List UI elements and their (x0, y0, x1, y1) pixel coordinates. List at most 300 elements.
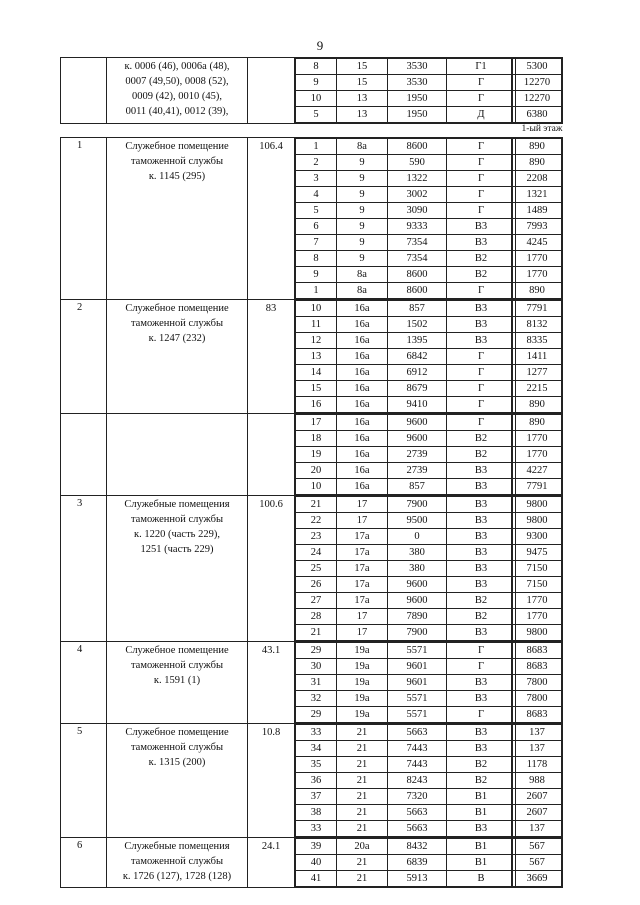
values-cell (512, 138, 563, 300)
type-cell: 17 (337, 513, 388, 529)
table-row (296, 675, 516, 691)
type-cell: 16а (337, 397, 388, 413)
table-row (296, 577, 516, 593)
table-row (296, 91, 516, 107)
value-cell: 9300 (513, 529, 562, 545)
category-cell: В2 (447, 757, 516, 773)
x-value-cell: 7354 (388, 251, 447, 267)
x-value-cell: 9600 (388, 431, 447, 447)
x-value-cell: 5571 (388, 691, 447, 707)
table-row (296, 513, 516, 529)
point-number-cell: 10 (296, 479, 337, 495)
x-value-cell: 5571 (388, 643, 447, 659)
category-cell: В3 (447, 333, 516, 349)
description-line: к. 0006 (46), 0006а (48), (124, 61, 230, 72)
description-cell (107, 838, 248, 888)
point-number-cell: 19 (296, 447, 337, 463)
x-value-cell: 0 (388, 529, 447, 545)
category-cell: В3 (447, 691, 516, 707)
description-line: таможенной службы (130, 660, 224, 671)
description-line: таможенной службы (130, 514, 224, 525)
room-group-row (61, 724, 563, 838)
table-row (296, 415, 516, 431)
x-value-cell: 8679 (388, 381, 447, 397)
type-cell: 16а (337, 365, 388, 381)
values-cell (512, 642, 563, 724)
description-line: к. 1726 (127), 1728 (128) (122, 871, 232, 882)
description-line: таможенной службы (130, 856, 224, 867)
table-row (296, 839, 516, 855)
values-cell (512, 414, 563, 496)
x-value-cell: 7443 (388, 757, 447, 773)
room-group-row (61, 838, 563, 888)
type-cell: 17 (337, 497, 388, 513)
room-group-row (61, 58, 563, 124)
type-cell: 15 (337, 59, 388, 75)
category-cell: В1 (447, 805, 516, 821)
x-value-cell: 3530 (388, 75, 447, 91)
point-number-cell: 32 (296, 691, 337, 707)
table-row (296, 773, 516, 789)
table-row (296, 59, 516, 75)
points-subtable (295, 496, 516, 641)
type-cell: 9 (337, 251, 388, 267)
area-cell: 100.6 (248, 496, 295, 642)
category-cell: Д (447, 107, 516, 123)
category-cell: В1 (447, 839, 516, 855)
description-cell (107, 138, 248, 300)
value-cell: 1770 (513, 447, 562, 463)
value-cell: 8683 (513, 643, 562, 659)
x-value-cell: 1322 (388, 171, 447, 187)
point-number-cell: 5 (296, 107, 337, 123)
category-cell: Г1 (447, 59, 516, 75)
value-cell: 7150 (513, 561, 562, 577)
value-cell: 137 (513, 741, 562, 757)
table-row (296, 171, 516, 187)
point-number-cell: 17 (296, 415, 337, 431)
table-row (296, 301, 516, 317)
value-cell: 7791 (513, 479, 562, 495)
type-cell: 21 (337, 757, 388, 773)
table-row (296, 317, 516, 333)
value-cell: 1770 (513, 251, 562, 267)
table-row (296, 643, 516, 659)
table-row (296, 365, 516, 381)
table-row (296, 479, 516, 495)
description-cell (107, 496, 248, 642)
x-value-cell: 8600 (388, 267, 447, 283)
value-cell: 3669 (513, 871, 562, 887)
points-cell (295, 642, 512, 724)
type-cell: 16а (337, 447, 388, 463)
value-cell: 8683 (513, 659, 562, 675)
x-value-cell: 7443 (388, 741, 447, 757)
value-cell: 567 (513, 855, 562, 871)
value-cell: 9475 (513, 545, 562, 561)
area-cell: 106.4 (248, 138, 295, 300)
type-cell: 21 (337, 741, 388, 757)
category-cell: Г (447, 643, 516, 659)
category-cell: В3 (447, 577, 516, 593)
value-cell: 9800 (513, 625, 562, 641)
type-cell: 21 (337, 725, 388, 741)
values-cell (512, 58, 563, 124)
x-value-cell: 3002 (388, 187, 447, 203)
type-cell: 9 (337, 171, 388, 187)
description-line: Служебное помещение (125, 727, 229, 738)
value-cell: 7150 (513, 577, 562, 593)
table-row (296, 431, 516, 447)
category-cell: В1 (447, 855, 516, 871)
value-cell: 1770 (513, 267, 562, 283)
description-line: 1251 (часть 229) (140, 544, 214, 555)
description-line: 0009 (42), 0010 (45), (131, 91, 223, 102)
type-cell: 9 (337, 219, 388, 235)
x-value-cell: 5663 (388, 725, 447, 741)
type-cell: 19а (337, 659, 388, 675)
x-value-cell: 9600 (388, 577, 447, 593)
type-cell: 16а (337, 431, 388, 447)
table-row (296, 821, 516, 837)
value-cell: 988 (513, 773, 562, 789)
area-cell (248, 414, 295, 496)
x-value-cell: 9500 (388, 513, 447, 529)
description-line: таможенной службы (130, 156, 224, 167)
points-subtable (295, 300, 516, 413)
type-cell: 19а (337, 707, 388, 723)
area-cell: 43.1 (248, 642, 295, 724)
x-value-cell: 3090 (388, 203, 447, 219)
table-row (296, 625, 516, 641)
table-row (296, 593, 516, 609)
point-number-cell: 20 (296, 463, 337, 479)
category-cell: В3 (447, 821, 516, 837)
category-cell: Г (447, 203, 516, 219)
point-number-cell: 6 (296, 219, 337, 235)
table-row (296, 545, 516, 561)
value-cell: 1770 (513, 593, 562, 609)
row-number-cell: 1 (61, 138, 107, 300)
description-cell (107, 300, 248, 414)
category-cell: В3 (447, 513, 516, 529)
points-cell (295, 58, 512, 124)
x-value-cell: 5571 (388, 707, 447, 723)
floor-label: 1-ый этаж (521, 124, 563, 134)
value-cell: 6380 (513, 107, 562, 123)
description-line: Служебное помещение (125, 645, 229, 656)
category-cell: Г (447, 75, 516, 91)
type-cell: 16а (337, 349, 388, 365)
description-line: Служебные помещения (124, 841, 230, 852)
values-subtable (512, 642, 562, 723)
category-cell: В3 (447, 219, 516, 235)
value-cell: 7800 (513, 675, 562, 691)
point-number-cell: 23 (296, 529, 337, 545)
description-cell (107, 414, 248, 496)
points-cell (295, 414, 512, 496)
value-cell: 2208 (513, 171, 562, 187)
table-row (296, 219, 516, 235)
value-cell: 137 (513, 725, 562, 741)
value-cell: 1321 (513, 187, 562, 203)
table-row (296, 871, 516, 887)
category-cell: В2 (447, 267, 516, 283)
value-cell: 9800 (513, 497, 562, 513)
point-number-cell: 7 (296, 235, 337, 251)
description-line: 0011 (40,41), 0012 (39), (125, 106, 229, 117)
page-number: 9 (316, 38, 324, 53)
x-value-cell: 7354 (388, 235, 447, 251)
description-line: к. 1591 (1) (153, 675, 201, 686)
row-number-cell (61, 414, 107, 496)
values-subtable (512, 496, 562, 641)
description-line: Служебное помещение (125, 303, 229, 314)
points-cell (295, 138, 512, 300)
x-value-cell: 9601 (388, 659, 447, 675)
type-cell: 21 (337, 871, 388, 887)
point-number-cell: 2 (296, 155, 337, 171)
x-value-cell: 5913 (388, 871, 447, 887)
point-number-cell: 9 (296, 75, 337, 91)
points-cell (295, 838, 512, 888)
type-cell: 16а (337, 317, 388, 333)
points-cell (295, 496, 512, 642)
table-row (296, 805, 516, 821)
x-value-cell: 8243 (388, 773, 447, 789)
category-cell: В3 (447, 463, 516, 479)
type-cell: 8а (337, 139, 388, 155)
table-row (296, 561, 516, 577)
points-subtable (295, 414, 516, 495)
category-cell: Г (447, 397, 516, 413)
x-value-cell: 1395 (388, 333, 447, 349)
x-value-cell: 380 (388, 545, 447, 561)
value-cell: 7800 (513, 691, 562, 707)
type-cell: 9 (337, 235, 388, 251)
values-cell (512, 838, 563, 888)
category-cell: В3 (447, 529, 516, 545)
description-line: Служебное помещение (125, 141, 229, 152)
category-cell: В2 (447, 431, 516, 447)
value-cell: 1489 (513, 203, 562, 219)
points-subtable (295, 724, 516, 837)
table-row (296, 741, 516, 757)
table-row (296, 139, 516, 155)
values-subtable (512, 138, 562, 299)
point-number-cell: 21 (296, 497, 337, 513)
category-cell: В1 (447, 789, 516, 805)
area-cell (248, 58, 295, 124)
table-row (296, 789, 516, 805)
point-number-cell: 25 (296, 561, 337, 577)
description-cell (107, 58, 248, 124)
x-value-cell: 7890 (388, 609, 447, 625)
value-cell: 890 (513, 397, 562, 413)
value-cell: 12270 (513, 75, 562, 91)
value-cell: 1277 (513, 365, 562, 381)
point-number-cell: 3 (296, 171, 337, 187)
x-value-cell: 1950 (388, 91, 447, 107)
point-number-cell: 1 (296, 139, 337, 155)
value-cell: 4227 (513, 463, 562, 479)
table-row (296, 203, 516, 219)
value-cell: 12270 (513, 91, 562, 107)
category-cell: В3 (447, 561, 516, 577)
point-number-cell: 26 (296, 577, 337, 593)
values-subtable (512, 838, 562, 887)
row-number-cell: 5 (61, 724, 107, 838)
category-cell: Г (447, 155, 516, 171)
type-cell: 9 (337, 203, 388, 219)
category-cell: В3 (447, 741, 516, 757)
description-line: Служебные помещения (124, 499, 230, 510)
point-number-cell: 29 (296, 707, 337, 723)
values-subtable (512, 724, 562, 837)
values-cell (512, 496, 563, 642)
type-cell: 15 (337, 75, 388, 91)
table-row (296, 497, 516, 513)
point-number-cell: 10 (296, 301, 337, 317)
type-cell: 8а (337, 267, 388, 283)
values-subtable (512, 300, 562, 413)
point-number-cell: 35 (296, 757, 337, 773)
x-value-cell: 8600 (388, 139, 447, 155)
point-number-cell: 29 (296, 643, 337, 659)
table-row (296, 691, 516, 707)
room-group-row (61, 138, 563, 300)
value-cell: 1770 (513, 609, 562, 625)
type-cell: 16а (337, 463, 388, 479)
room-group-row (61, 414, 563, 496)
point-number-cell: 5 (296, 203, 337, 219)
value-cell: 2607 (513, 805, 562, 821)
value-cell: 8683 (513, 707, 562, 723)
type-cell: 17а (337, 577, 388, 593)
value-cell: 137 (513, 821, 562, 837)
category-cell: В2 (447, 447, 516, 463)
category-cell: В2 (447, 773, 516, 789)
type-cell: 16а (337, 381, 388, 397)
type-cell: 13 (337, 107, 388, 123)
category-cell: В2 (447, 609, 516, 625)
value-cell: 9800 (513, 513, 562, 529)
description-line: к. 1247 (232) (148, 333, 206, 344)
value-cell: 890 (513, 155, 562, 171)
type-cell: 19а (337, 691, 388, 707)
value-cell: 1178 (513, 757, 562, 773)
table-row (296, 463, 516, 479)
table-row (296, 235, 516, 251)
point-number-cell: 22 (296, 513, 337, 529)
type-cell: 21 (337, 773, 388, 789)
type-cell: 19а (337, 675, 388, 691)
description-line: 0007 (49,50), 0008 (52), (125, 76, 229, 87)
value-cell: 1770 (513, 431, 562, 447)
type-cell: 21 (337, 805, 388, 821)
type-cell: 21 (337, 821, 388, 837)
point-number-cell: 16 (296, 397, 337, 413)
category-cell: В3 (447, 479, 516, 495)
point-number-cell: 11 (296, 317, 337, 333)
type-cell: 9 (337, 187, 388, 203)
row-number-cell: 2 (61, 300, 107, 414)
value-cell: 5300 (513, 59, 562, 75)
category-cell: Г (447, 349, 516, 365)
point-number-cell: 34 (296, 741, 337, 757)
category-cell: В3 (447, 625, 516, 641)
x-value-cell: 5663 (388, 821, 447, 837)
x-value-cell: 1502 (388, 317, 447, 333)
point-number-cell: 4 (296, 187, 337, 203)
x-value-cell: 380 (388, 561, 447, 577)
area-cell: 83 (248, 300, 295, 414)
table-row (296, 187, 516, 203)
point-number-cell: 18 (296, 431, 337, 447)
type-cell: 16а (337, 479, 388, 495)
point-number-cell: 28 (296, 609, 337, 625)
table-row (296, 381, 516, 397)
category-cell: Г (447, 139, 516, 155)
table-row (296, 529, 516, 545)
value-cell: 4245 (513, 235, 562, 251)
x-value-cell: 8432 (388, 839, 447, 855)
type-cell: 17а (337, 561, 388, 577)
category-cell: В2 (447, 593, 516, 609)
top-continuation-table (60, 57, 563, 124)
area-cell: 24.1 (248, 838, 295, 888)
type-cell: 17а (337, 529, 388, 545)
category-cell: В (447, 871, 516, 887)
point-number-cell: 40 (296, 855, 337, 871)
category-cell: Г (447, 91, 516, 107)
value-cell: 8132 (513, 317, 562, 333)
category-cell: В3 (447, 675, 516, 691)
point-number-cell: 12 (296, 333, 337, 349)
category-cell: В3 (447, 317, 516, 333)
point-number-cell: 38 (296, 805, 337, 821)
description-line: таможенной службы (130, 318, 224, 329)
type-cell: 8а (337, 283, 388, 299)
value-cell: 890 (513, 139, 562, 155)
value-cell: 2215 (513, 381, 562, 397)
row-number-cell: 4 (61, 642, 107, 724)
table-row (296, 707, 516, 723)
type-cell: 16а (337, 301, 388, 317)
category-cell: В3 (447, 497, 516, 513)
x-value-cell: 9600 (388, 593, 447, 609)
type-cell: 13 (337, 91, 388, 107)
type-cell: 17 (337, 609, 388, 625)
category-cell: В3 (447, 235, 516, 251)
x-value-cell: 9600 (388, 415, 447, 431)
points-subtable (295, 838, 516, 887)
x-value-cell: 8600 (388, 283, 447, 299)
point-number-cell: 8 (296, 59, 337, 75)
type-cell: 21 (337, 789, 388, 805)
value-cell: 890 (513, 283, 562, 299)
x-value-cell: 2739 (388, 463, 447, 479)
category-cell: В3 (447, 725, 516, 741)
value-cell: 8335 (513, 333, 562, 349)
type-cell: 19а (337, 643, 388, 659)
table-row (296, 333, 516, 349)
value-cell: 7993 (513, 219, 562, 235)
x-value-cell: 6842 (388, 349, 447, 365)
x-value-cell: 6912 (388, 365, 447, 381)
category-cell: В2 (447, 251, 516, 267)
table-row (296, 659, 516, 675)
